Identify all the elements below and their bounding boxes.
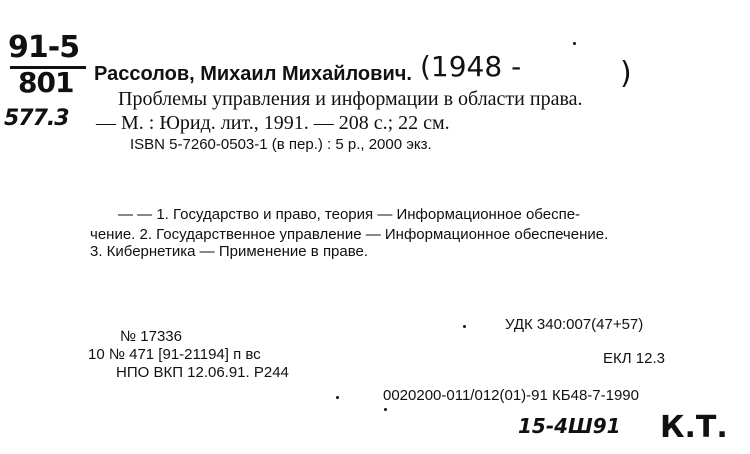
udk-code: УДК 340:007(47+57) bbox=[505, 316, 644, 333]
subject-line-1: — — 1. Государство и право, теория — Информационное обеспе- bbox=[118, 206, 581, 223]
ekl-code: ЕКЛ 12.3 bbox=[603, 350, 665, 367]
isbn-line: ISBN 5-7260-0503-1 (в пер.) : 5 р., 2000 экз. bbox=[130, 136, 432, 153]
handwritten-note: 15-4Ш91 bbox=[518, 414, 621, 438]
dust-speck bbox=[573, 42, 576, 45]
dust-speck bbox=[384, 408, 387, 411]
npo-line: НПО ВКП 12.06.91. Р244 bbox=[116, 364, 289, 381]
handwritten-inventory-mark: 577.3 bbox=[4, 106, 69, 131]
handwritten-shelf-mark-bottom: 801 bbox=[18, 66, 74, 99]
card-code-line: 0020200-011/012(01)-91 КБ48-7-1990 bbox=[383, 387, 639, 404]
catalog-number: № 17336 bbox=[120, 328, 182, 345]
handwritten-author-dates: (1948 - bbox=[420, 50, 522, 83]
handwritten-closing-parenthesis: ) bbox=[620, 56, 632, 91]
subject-line-3: 3. Кибернетика — Применение в праве. bbox=[90, 243, 369, 260]
subject-line-2: чение. 2. Государственное управление — Информационное обеспечение. bbox=[90, 226, 609, 243]
dust-speck bbox=[336, 396, 339, 399]
author-heading: Рассолов, Михаил Михайлович. bbox=[94, 63, 412, 85]
dust-speck bbox=[463, 325, 466, 328]
order-line: 10 № 471 [91-21194] п вс bbox=[88, 346, 261, 363]
handwritten-signature: К.Т. bbox=[660, 410, 728, 445]
handwritten-shelf-mark-top: 91-5 bbox=[8, 30, 80, 65]
imprint-line: — М. : Юрид. лит., 1991. — 208 с.; 22 см. bbox=[96, 112, 450, 134]
book-title: Проблемы управления и информации в области права. bbox=[118, 88, 583, 110]
